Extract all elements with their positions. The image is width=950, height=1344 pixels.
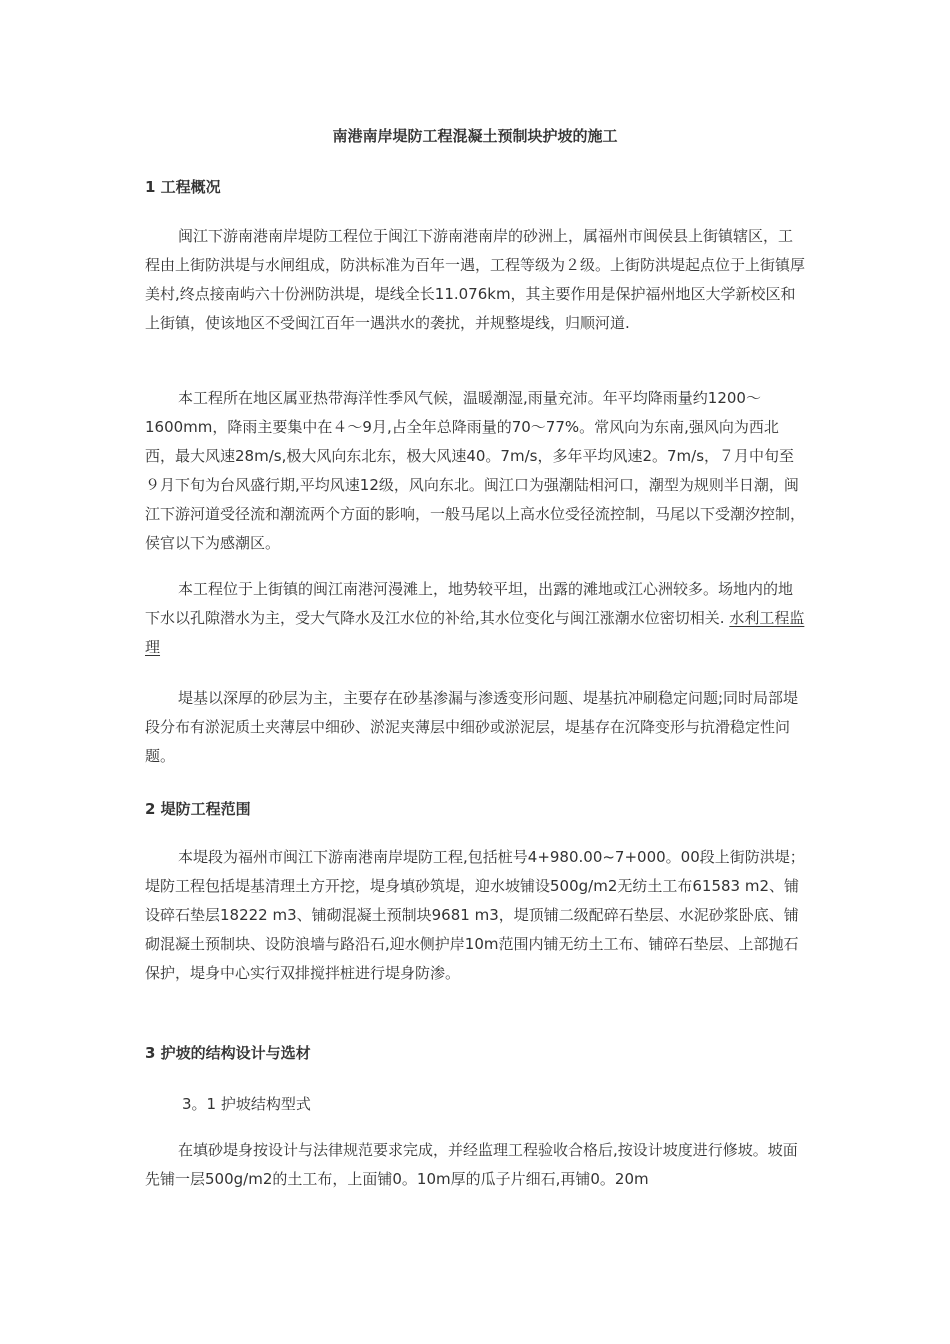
section-heading-1: 1 工程概况 xyxy=(145,178,221,196)
section-1-paragraph-1: 闽江下游南港南岸堤防工程位于闽江下游南港南岸的砂洲上，属福州市闽侯县上街镇辖区，工程由上街防洪堤与水闸组成，防洪标准为百年一遇，工程等级为２级。上街防洪堤起点位于上街镇厚美村,终点接南屿六十份洲防洪堤，堤线全长11.076km，其主要作用是保护福州地区大学新校区和上街镇，使该地区不受闽江百年一遇洪水的袭扰，并规整堤线，归顺河道. xyxy=(145,227,806,332)
section-1-paragraph-2: 本工程所在地区属亚热带海洋性季风气候，温暖潮湿,雨量充沛。年平均降雨量约1200～1600mm，降雨主要集中在４～9月,占全年总降雨量的70～77%。常风向为东南,强风向为西北西，最大风速28m/s,极大风向东北东，极大风速40。7m/s，多年平均风速2。7m/s，７月中旬至９月下旬为台风盛行期,平均风速12级，风向东北。闽江口为强潮陆相河口，潮型为规则半日潮，闽江下游河道受径流和潮流两个方面的影响，一般马尾以上高水位受径流控制，马尾以下受潮汐控制，侯官以下为感潮区。 xyxy=(145,389,806,552)
section-1-paragraph-3-text: 本工程位于上街镇的闽江南港河漫滩上，地势较平坦，出露的滩地或江心洲较多。场地内的地下水以孔隙潜水为主，受大气降水及江水位的补给,其水位变化与闽江涨潮水位密切相关. xyxy=(145,580,794,627)
document-title: 南港南岸堤防工程混凝土预制块护坡的施工 xyxy=(332,127,618,145)
section-1-paragraph-3 xyxy=(145,575,805,662)
section-3-paragraph-1: 在填砂堤身按设计与法律规范要求完成，并经监理工程验收合格后,按设计坡度进行修坡。坡面先铺一层500g/m2的土工布，上面铺0。10m厚的瓜子片细石,再铺0。20m xyxy=(145,1141,798,1188)
subsection-heading-3-1: 3。1 护坡结构型式 xyxy=(182,1095,311,1113)
section-2-paragraph-1: 本堤段为福州市闽江下游南港南岸堤防工程,包括桩号4+980.00~7+000。00段上街防洪堤；堤防工程包括堤基清理土方开挖，堤身填砂筑堤，迎水坡铺设500g/m2无纺土工布61583 m2、铺设碎石垫层18222 m3、铺砌混凝土预制块9681 m3，堤顶铺二级配碎石垫层、水泥砂浆卧底、铺砌混凝土预制块、设防浪墙与路沿石,迎水侧护岸10m范围内铺无纺土工布、铺碎石垫层、上部抛石保护，堤身中心实行双排搅拌桩进行堤身防渗。 xyxy=(145,848,805,982)
section-1-paragraph-4: 堤基以深厚的砂层为主，主要存在砂基渗漏与渗透变形问题、堤基抗冲刷稳定问题;同时局部堤段分布有淤泥质土夹薄层中细砂、淤泥夹薄层中细砂或淤泥层，堤基存在沉降变形与抗滑稳定性问题。 xyxy=(145,689,799,765)
section-heading-3: 3 护坡的结构设计与选材 xyxy=(145,1044,311,1062)
section-heading-2: 2 堤防工程范围 xyxy=(145,800,251,818)
water-conservancy-supervision-link[interactable]: 水利工程监理 xyxy=(145,609,805,656)
